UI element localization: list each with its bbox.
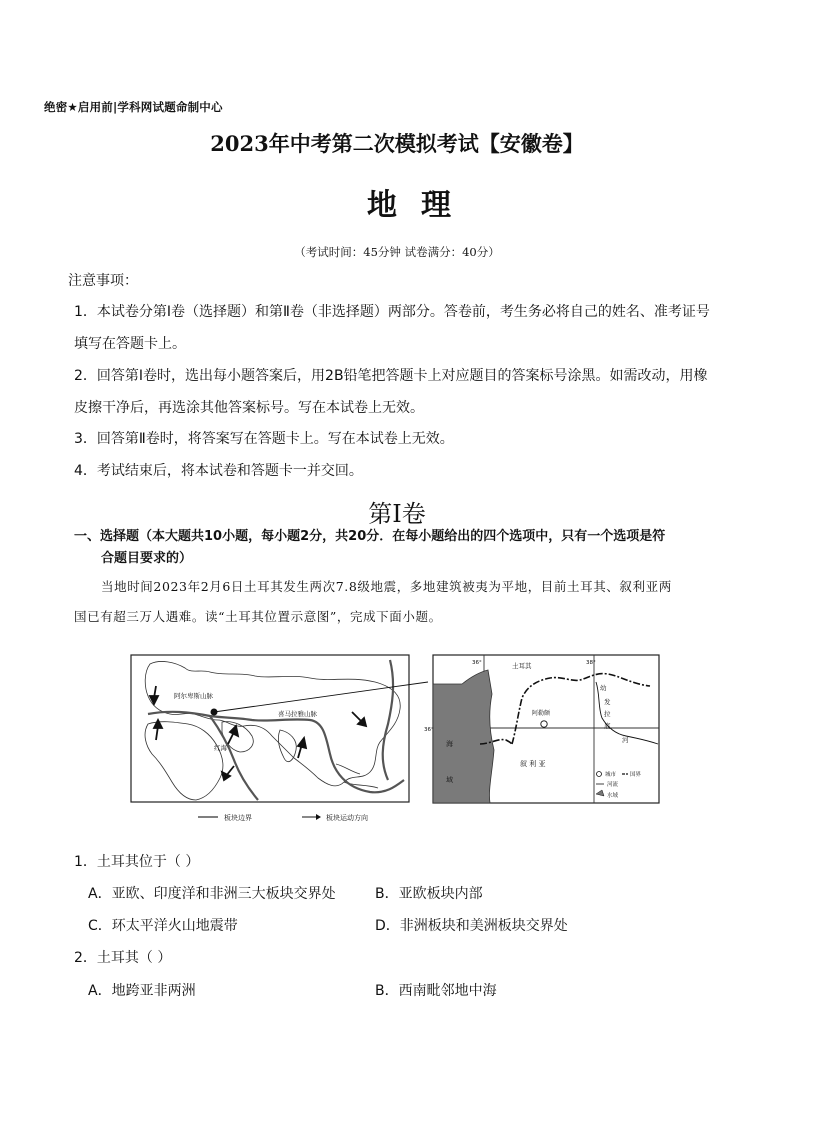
label-eup-1: 幼: [600, 684, 607, 692]
passage-line-1: 当地时间2023年2月6日土耳其发生两次7.8级地震，多地建筑被夷为平地，目前土耳其、叙利亚两: [101, 579, 672, 594]
label-sea-1: 海: [446, 740, 453, 748]
plate-map: [130, 654, 410, 824]
note-line-3: 2．回答第Ⅰ卷时，选出每小题答案后，用2B铅笔把答题卡上对应题目的答案标号涂黑。如需改动，用橡: [74, 368, 708, 384]
q1-stem: 1．土耳其位于（ ）: [74, 854, 200, 870]
notes-heading: 注意事项：: [68, 273, 138, 289]
q1-option-a[interactable]: A．亚欧、印度洋和非洲三大板块交界处: [88, 886, 336, 902]
label-sea-2: 域: [446, 776, 453, 784]
legend-motion: 板块运动方向: [326, 814, 368, 822]
label-lat-38: 38°: [586, 660, 596, 666]
q1-option-b[interactable]: B．亚欧板块内部: [375, 886, 483, 902]
label-eup-5: 河: [622, 736, 629, 744]
label-turkey: 土耳其: [512, 662, 532, 670]
part-desc-2: 合题目要求的）: [101, 551, 193, 566]
legend-border: 国界: [630, 772, 642, 778]
note-line-1: 1．本试卷分第Ⅰ卷（选择题）和第Ⅱ卷（非选择题）两部分。答卷前，考生务必将自己的姓名、准考证号: [74, 304, 710, 320]
part-heading: [74, 527, 665, 547]
label-eup-3: 拉: [604, 710, 611, 718]
q1-option-d[interactable]: D．非洲板块和美洲板块交界处: [375, 918, 568, 934]
label-eup-4: 底: [604, 722, 611, 730]
exam-info: （考试时间：45分钟 试卷满分：40分）: [294, 245, 500, 259]
q2-stem: 2．土耳其（ ）: [74, 950, 172, 966]
label-lat-36: 36°: [472, 660, 482, 666]
label-eup-2: 发: [604, 698, 611, 706]
legend-boundary: 板块边界: [224, 814, 252, 822]
label-aleppo: 阿勒颇: [532, 710, 551, 717]
section-title: 第Ⅰ卷: [368, 500, 426, 528]
q1-option-c[interactable]: C．环太平洋火山地震带: [88, 918, 238, 934]
subject-title: 地理: [367, 188, 475, 223]
legend-city: 城市: [605, 772, 617, 778]
legend-water: 水域: [607, 793, 619, 799]
q2-option-a[interactable]: A．地跨亚非两洲: [88, 983, 196, 999]
label-red-sea: 红海: [214, 744, 227, 752]
exam-title: 2023年中考第二次模拟考试【安徽卷】: [210, 131, 584, 156]
turkey-inset-map: [424, 654, 660, 806]
label-syria: 叙 利 亚: [520, 760, 546, 768]
q2-option-b[interactable]: B．西南毗邻地中海: [375, 983, 497, 999]
part-label: 一、选择题: [74, 529, 140, 544]
label-lon-36: 36°: [424, 727, 434, 733]
passage-line-2: 国已有超三万人遇难。读“土耳其位置示意图”，完成下面小题。: [74, 609, 442, 624]
note-line-2: 填写在答题卡上。: [74, 336, 186, 352]
label-alps: 阿尔卑斯山脉: [174, 692, 213, 700]
legend-river: 河流: [607, 782, 619, 788]
note-line-6: 4．考试结束后，将本试卷和答题卡一并交回。: [74, 463, 363, 479]
confidential-watermark: 绝密★启用前|学科网试题命制中心: [44, 100, 223, 114]
label-himalaya: 喜马拉雅山脉: [278, 710, 317, 718]
note-line-5: 3．回答第Ⅱ卷时，将答案写在答题卡上。写在本试卷上无效。: [74, 431, 454, 447]
note-line-4: 皮擦干净后，再选涂其他答案标号。写在本试卷上无效。: [74, 400, 424, 416]
part-desc-1: （本大题共10小题，每小题2分，共20分．在每小题给出的四个选项中，只有一个选项是符: [139, 529, 666, 544]
